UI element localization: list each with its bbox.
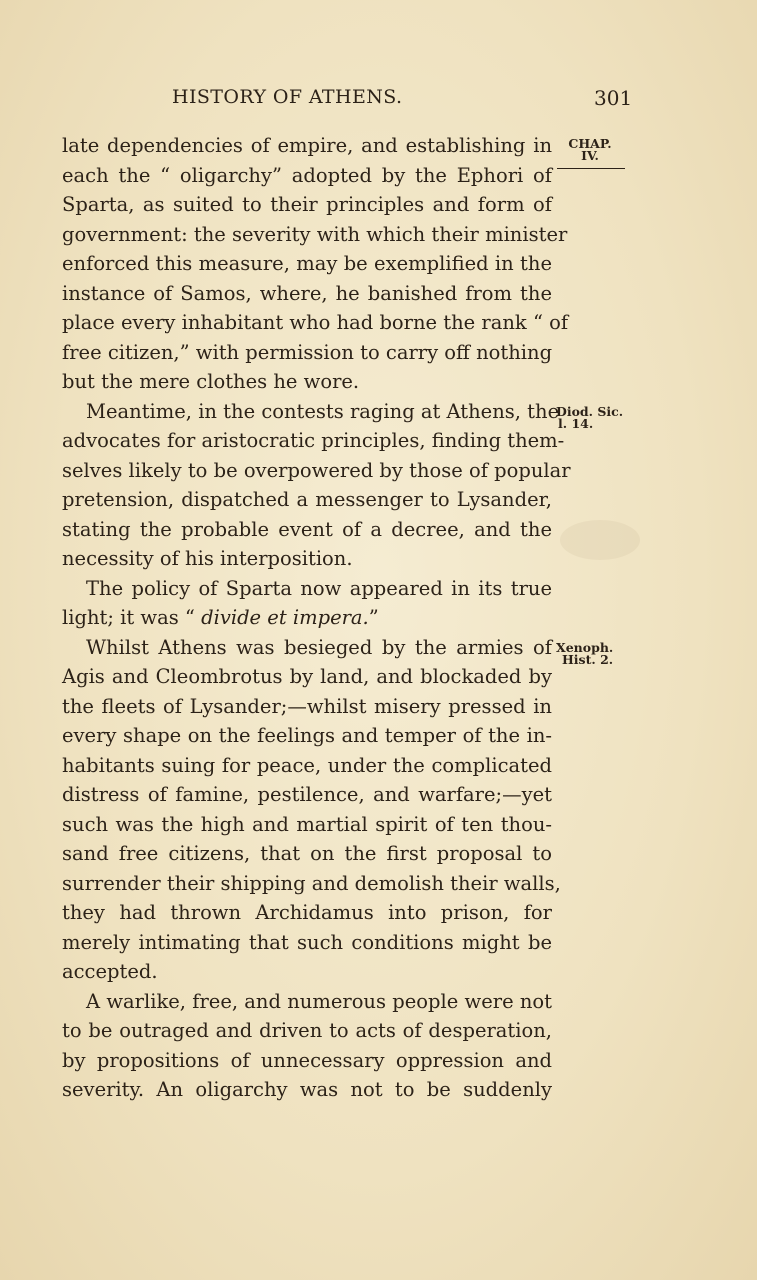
page-number: 301 bbox=[594, 86, 633, 110]
page-header bbox=[172, 86, 642, 118]
text-line: every shape on the feelings and temper of the in- bbox=[62, 724, 552, 747]
text-line: A warlike, free, and numerous people were not bbox=[86, 989, 552, 1013]
text-line: by propositions of unnecessary oppression and bbox=[62, 1048, 552, 1072]
text-line: enforced this measure, may be exemplified in the bbox=[62, 252, 552, 275]
diodorus-margin-note bbox=[556, 406, 623, 430]
text-line: free citizen,” with permission to carry off nothing bbox=[62, 340, 553, 364]
text-line: they had thrown Archidamus into prison, for bbox=[62, 901, 552, 924]
text-line: The policy of Sparta now appeared in its true bbox=[86, 576, 552, 600]
text-fragment: light; it was “ bbox=[62, 606, 202, 629]
text-line: sand free citizens, that on the first proposal to bbox=[62, 842, 552, 865]
text-line: distress of famine, pestilence, and warfare;—yet bbox=[62, 783, 552, 806]
text-line: habitants suing for peace, under the complicated bbox=[62, 753, 552, 777]
text-line: such was the high and martial spirit of ten thou- bbox=[62, 812, 552, 836]
text-line: Agis and Cleombrotus by land, and blockaded by bbox=[62, 665, 552, 688]
chap-number: IV. bbox=[581, 148, 599, 163]
text-line: advocates for aristocratic principles, finding them- bbox=[62, 429, 565, 452]
text-line: surrender their shipping and demolish their walls, bbox=[62, 871, 561, 895]
diod-ref: Diod. Sic. bbox=[556, 404, 624, 419]
text-line: stating the probable event of a decree, and the bbox=[62, 517, 552, 541]
text-line: instance of Samos, where, he banished from the bbox=[62, 281, 552, 305]
text-line: government: the severity with which their minister bbox=[62, 222, 568, 246]
closing-quote: ” bbox=[368, 606, 379, 629]
latin-phrase: divide et impera. bbox=[201, 606, 369, 629]
text-line: merely intimating that such conditions might be bbox=[62, 930, 552, 954]
text-line: severity. An oligarchy was not to be suddenly bbox=[62, 1078, 552, 1101]
text-line: accepted. bbox=[62, 960, 158, 983]
text-line-with-italic bbox=[62, 603, 552, 633]
text-line: the fleets of Lysander;—whilst misery pressed in bbox=[62, 694, 552, 718]
text-line: but the mere clothes he wore. bbox=[62, 370, 360, 393]
text-line: Whilst Athens was besieged by the armies of bbox=[86, 635, 552, 659]
xenophon-margin-note bbox=[556, 642, 613, 666]
text-line: Meantime, in the contests raging at Athens, the bbox=[86, 399, 560, 423]
text-line: each the “ oligarchy” adopted by the Ephori of bbox=[62, 163, 552, 187]
text-line: place every inhabitant who had borne the rank “ of bbox=[62, 311, 569, 334]
paper-stain bbox=[560, 520, 640, 560]
chap-label: CHAP. bbox=[568, 136, 612, 151]
chapter-margin-note bbox=[565, 138, 615, 169]
text-line: necessity of his interposition. bbox=[62, 547, 353, 570]
text-line: pretension, dispatched a messenger to Lysander, bbox=[62, 488, 552, 511]
text-line: selves likely to be overpowered by those of popular bbox=[62, 458, 571, 482]
chap-rule bbox=[557, 168, 625, 169]
xenoph-book: Hist. 2. bbox=[562, 652, 614, 667]
text-line: Sparta, as suited to their principles and form of bbox=[62, 193, 552, 216]
text-line: to be outraged and driven to acts of desperation, bbox=[62, 1019, 552, 1042]
body-text bbox=[62, 131, 571, 1105]
diod-book: l. 14. bbox=[558, 416, 594, 431]
xenoph-ref: Xenoph. bbox=[556, 640, 614, 655]
text-line: late dependencies of empire, and establishing in bbox=[62, 134, 552, 157]
running-title: HISTORY OF ATHENS. bbox=[172, 86, 403, 108]
